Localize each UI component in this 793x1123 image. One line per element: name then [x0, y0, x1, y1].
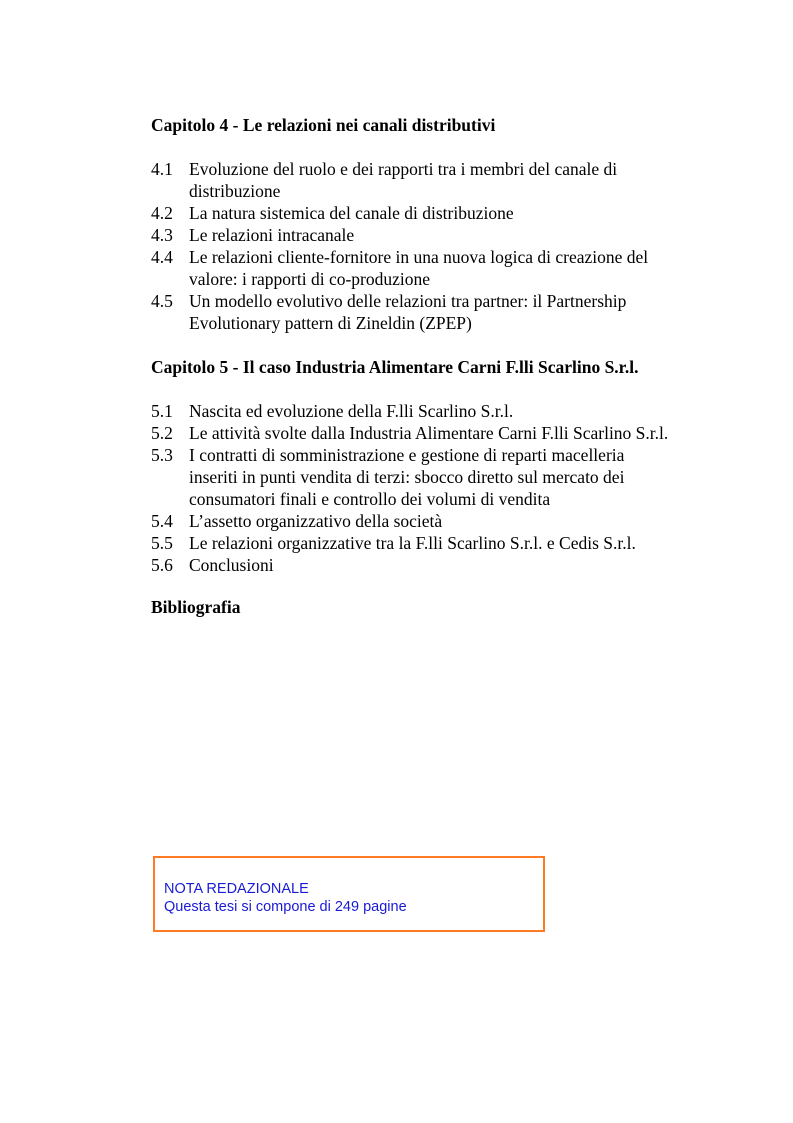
toc-item-title: Le relazioni cliente-fornitore in una nuova logica di creazione del valore: i rapporti di co-produzione [189, 247, 649, 289]
toc-item [151, 444, 671, 510]
toc-item [151, 422, 671, 444]
toc-item-title: Un modello evolutivo delle relazioni tra partner: il Partnership Evolutionary pattern di Zineldin (ZPEP) [189, 291, 627, 333]
chapter-4-list [151, 158, 671, 334]
toc-item-title: La natura sistemica del canale di distribuzione [189, 203, 514, 223]
editorial-note-box [153, 856, 545, 932]
toc-item [151, 510, 671, 532]
editorial-note-title: NOTA REDAZIONALE [164, 881, 309, 897]
toc-item-number: 5.1 [151, 401, 173, 421]
toc-item-number: 4.5 [151, 291, 173, 311]
toc-item-number: 5.6 [151, 555, 173, 575]
chapter-5-heading: Capitolo 5 - Il caso Industria Alimentare Carni F.lli Scarlino S.r.l. [151, 357, 639, 377]
toc-item-number: 5.5 [151, 533, 173, 553]
toc-item [151, 246, 671, 290]
toc-item-number: 5.3 [151, 445, 173, 465]
toc-item [151, 400, 671, 422]
toc-item-title: L’assetto organizzativo della società [189, 511, 443, 531]
chapter-4-heading: Capitolo 4 - Le relazioni nei canali distributivi [151, 115, 496, 135]
toc-item-number: 4.2 [151, 203, 173, 223]
toc-item-number: 4.4 [151, 247, 173, 267]
toc-item-number: 5.4 [151, 511, 173, 531]
toc-item-number: 4.1 [151, 159, 173, 179]
toc-item-title: Le attività svolte dalla Industria Alimentare Carni F.lli Scarlino S.r.l. [189, 423, 669, 443]
toc-item [151, 158, 671, 202]
toc-item-number: 4.3 [151, 225, 173, 245]
toc-item-title: Evoluzione del ruolo e dei rapporti tra i membri del canale di distribuzione [189, 159, 618, 201]
chapter-5-list [151, 400, 671, 576]
toc-item [151, 224, 671, 246]
toc-item-number: 5.2 [151, 423, 173, 443]
toc-item [151, 554, 671, 576]
toc-item-title: Conclusioni [189, 555, 274, 575]
toc-item [151, 202, 671, 224]
table-of-contents [151, 114, 671, 618]
toc-item-title: I contratti di somministrazione e gestione di reparti macelleria inseriti in punti vendita di terzi: sbocco diretto sul mercato dei consumatori finali e controllo dei volumi di vendita [189, 445, 625, 509]
toc-item-title: Le relazioni organizzative tra la F.lli Scarlino S.r.l. e Cedis S.r.l. [189, 533, 636, 553]
bibliography-heading: Bibliografia [151, 597, 241, 617]
toc-item [151, 532, 671, 554]
editorial-note-text: Questa tesi si compone di 249 pagine [164, 899, 407, 915]
toc-item [151, 290, 671, 334]
toc-item-title: Nascita ed evoluzione della F.lli Scarlino S.r.l. [189, 401, 514, 421]
toc-item-title: Le relazioni intracanale [189, 225, 355, 245]
